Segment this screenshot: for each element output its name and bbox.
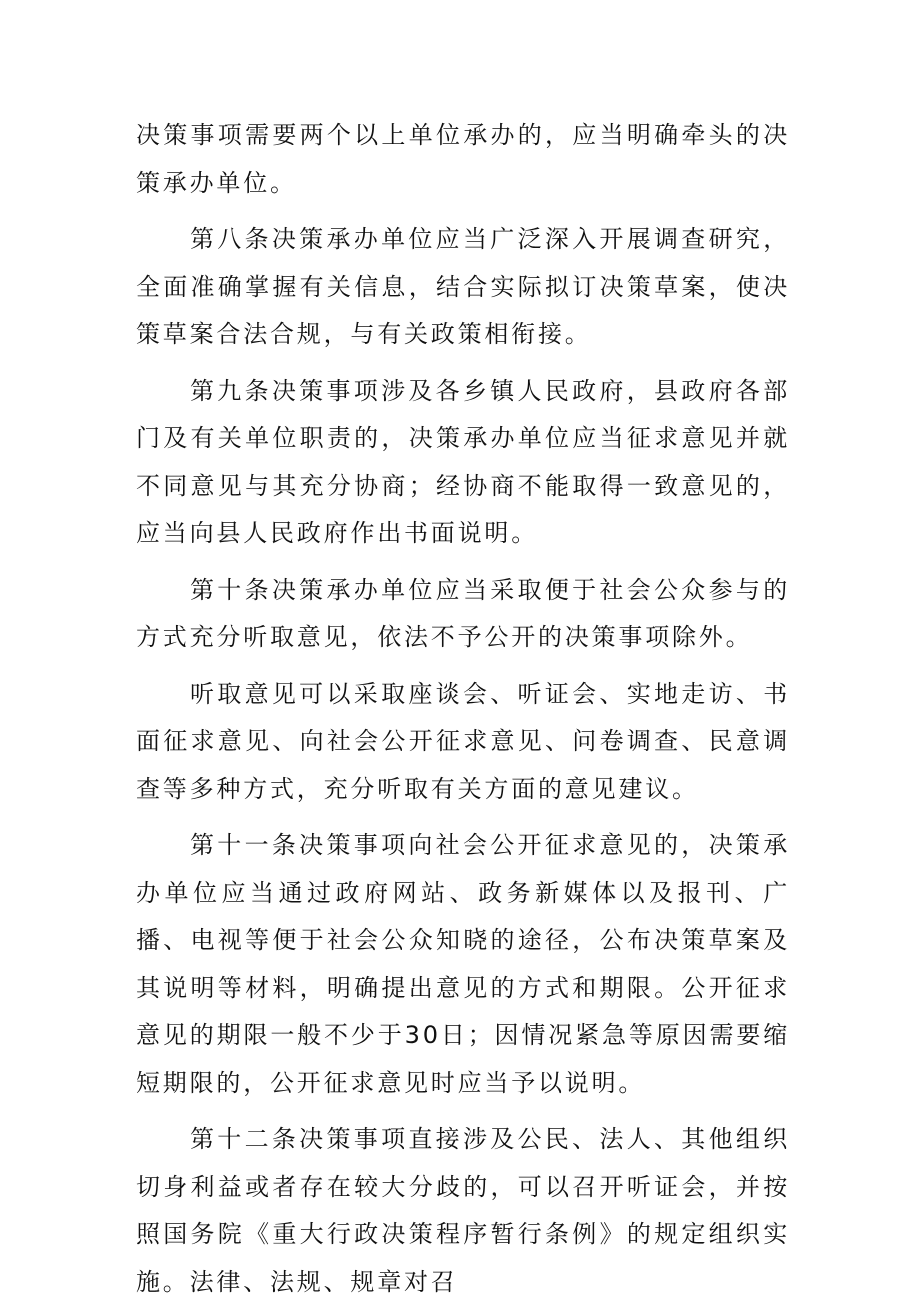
- paragraph-lead-unit: 决策事项需要两个以上单位承办的，应当明确牵头的决策承办单位。: [136, 121, 790, 197]
- paragraph-article-10: 第十条决策承办单位应当采取便于社会公众参与的方式充分听取意见，依法不予公开的决策事项除外。: [136, 575, 790, 651]
- document-body: [136, 112, 790, 1315]
- paragraph-article-11: 第十一条决策事项向社会公开征求意见的，决策承办单位应当通过政府网站、政务新媒体以及报刊、广播、电视等便于社会公众知晓的途径，公布决策草案及其说明等材料，明确提出意见的方式和期限。公开征求意见的期限一般不少于30日；因情况紧急等原因需要缩短期限的，公开征求意见时应当予以说明。: [136, 831, 790, 1097]
- paragraph-article-9: 第九条决策事项涉及各乡镇人民政府，县政府各部门及有关单位职责的，决策承办单位应当征求意见并就不同意见与其充分协商；经协商不能取得一致意见的，应当向县人民政府作出书面说明。: [136, 376, 790, 547]
- paragraph-article-8: 第八条决策承办单位应当广泛深入开展调查研究，全面准确掌握有关信息，结合实际拟订决策草案，使决策草案合法合规，与有关政策相衔接。: [136, 225, 790, 348]
- paragraph-article-12: 第十二条决策事项直接涉及公民、法人、其他组织切身利益或者存在较大分歧的，可以召开听证会，并按照国务院《重大行政决策程序暂行条例》的规定组织实施。法律、法规、规章对召: [136, 1125, 790, 1296]
- paragraph-consultation-methods: 听取意见可以采取座谈会、听证会、实地走访、书面征求意见、向社会公开征求意见、问卷调查、民意调查等多种方式，充分听取有关方面的意见建议。: [136, 679, 790, 803]
